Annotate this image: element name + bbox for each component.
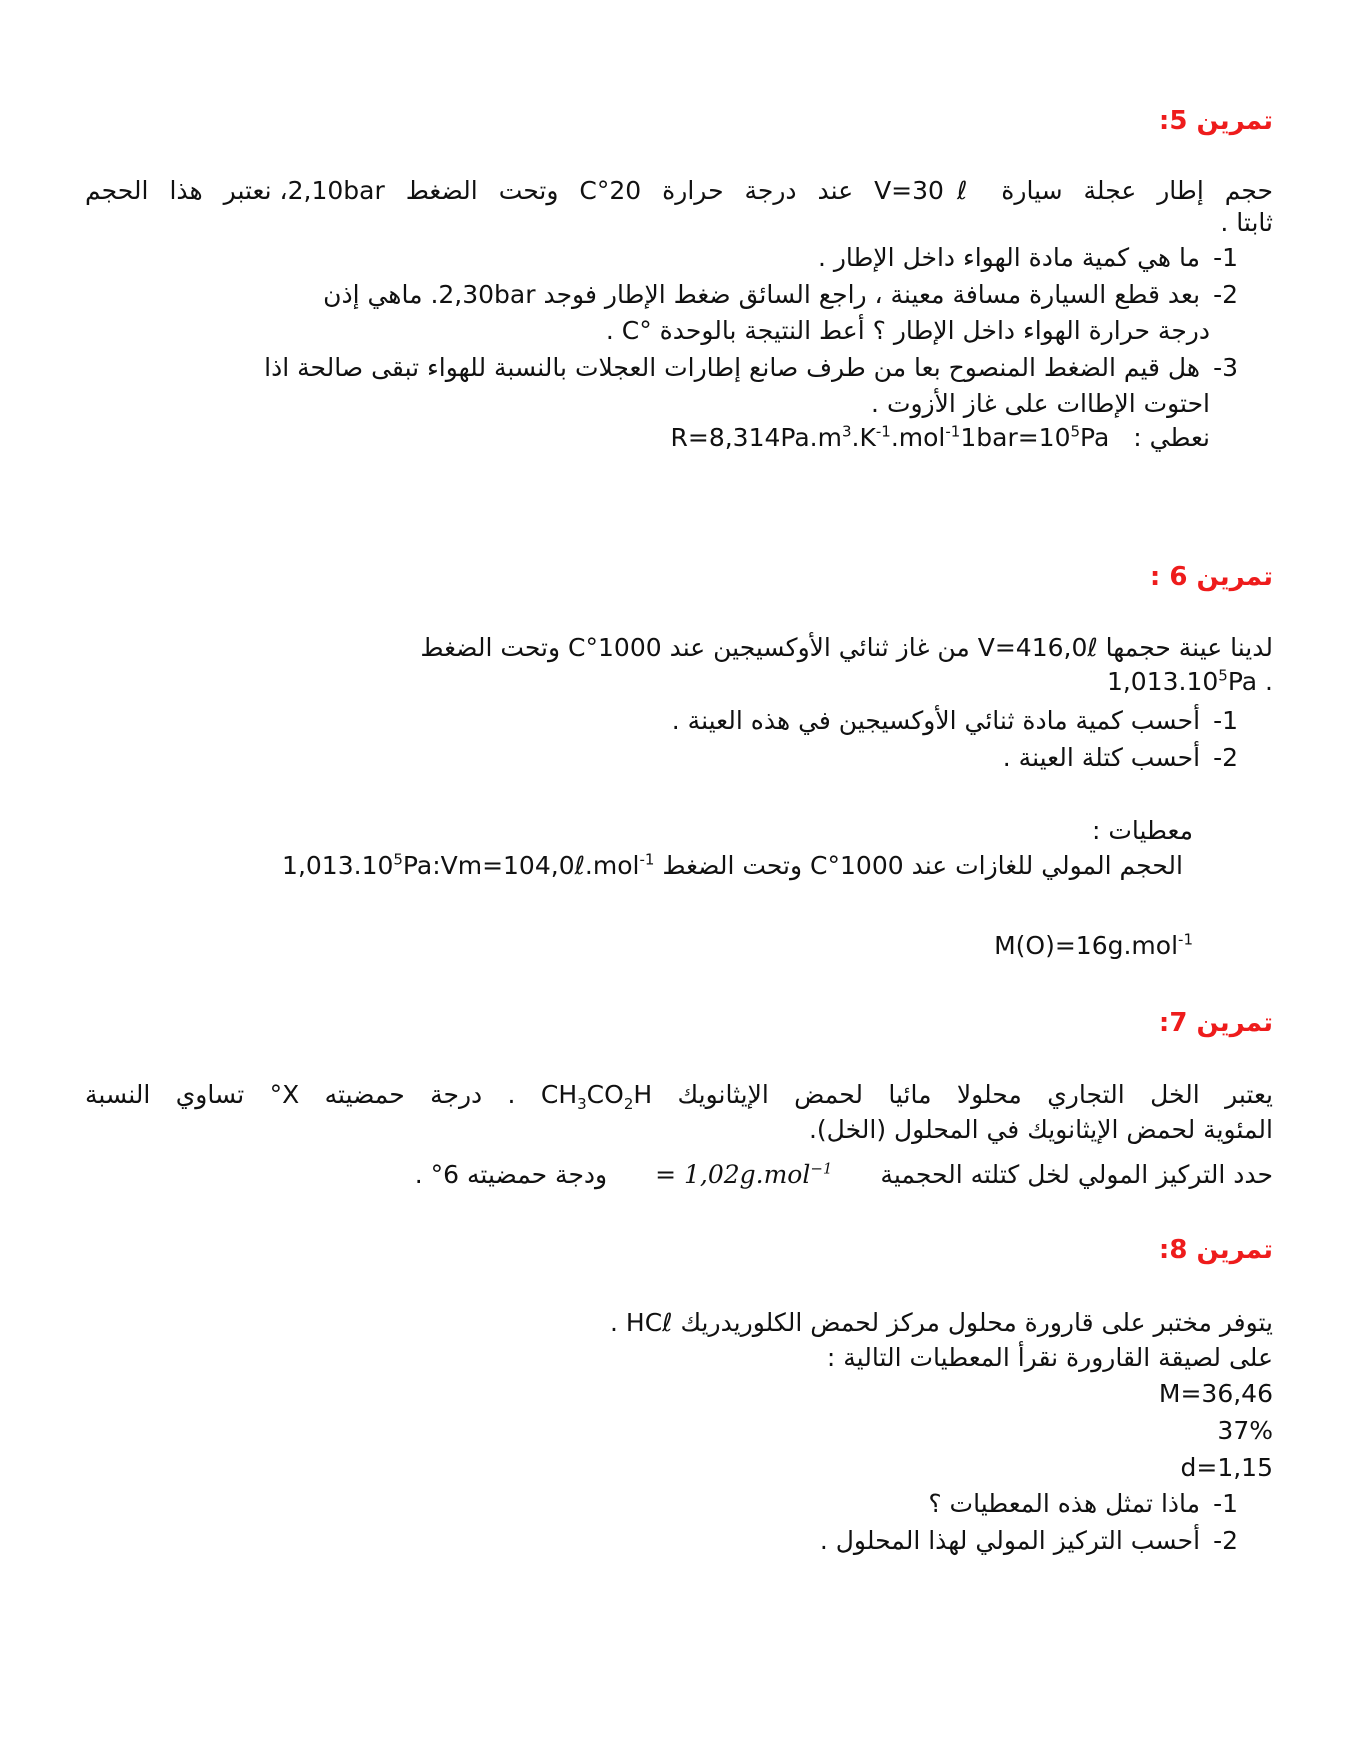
ex5-q3-number: 3-: [1213, 353, 1238, 382]
ex5-given-r: R=8,314Pa.m: [670, 423, 842, 452]
ex6-vm-pressure-exp: 5: [393, 850, 403, 869]
ex5-q2-text-a: بعد قطع السيارة مسافة معينة ، راجع السائق ضغط الإطار فوجد 2,30bar. ماهي إذن: [323, 280, 1201, 309]
ex7-line-3: [85, 1157, 1273, 1193]
ex5-given-r-exp3: -1: [945, 422, 961, 441]
ex7-density-formula: [655, 1160, 832, 1189]
ex6-q2-text: أحسب كتلة العينة .: [1002, 743, 1201, 772]
ex6-vm-text: الحجم المولي للغازات عند 1000°C وتحت الضغط: [662, 851, 1183, 880]
ex6-vm-exp: -1: [639, 850, 655, 869]
ex5-given-label: نعطي :: [1133, 423, 1210, 452]
ex7-line-3-b: ودجة حمضيته 6° .: [414, 1160, 608, 1189]
ex7-line-1: [85, 1077, 1273, 1113]
exercise-6-title: تمرين 6 :: [1149, 562, 1273, 592]
ex5-intro-line-1: حجم إطار عجلة سيارة V=30ℓ عند درجة حرارة 20°C وتحت الضغط 2,10bar، نعتبر هذا الحجم: [85, 176, 1273, 205]
ex6-mo-value: M(O)=16g.mol: [994, 931, 1179, 960]
ex5-given-r-mol: .mol: [890, 423, 946, 452]
ex5-given-bar-unit: Pa: [1080, 423, 1110, 452]
ex7-density-value: = 1,02g.mol: [655, 1160, 811, 1189]
ex6-molar-mass: [85, 928, 1193, 964]
ex6-question-1: [140, 703, 1238, 739]
exercise-8-title: تمرين 8:: [1158, 1235, 1273, 1265]
ex6-vm-values: [282, 851, 654, 880]
ex8-line-1: يتوفر مختبر على قارورة محلول مركز لحمض الكلوريدريك HCℓ .: [610, 1308, 1273, 1337]
ex6-question-2: [140, 740, 1238, 776]
ex8-label-molar-mass: M=36,46: [1158, 1379, 1273, 1408]
ex7-density-exp: −1: [810, 1159, 833, 1178]
ex5-given-r-exp2: -1: [875, 422, 891, 441]
ex5-given-bar-exp: 5: [1070, 422, 1081, 441]
ex6-mo-values: [994, 931, 1193, 960]
ex6-vm-value: Vm=104,0ℓ.mol: [440, 851, 640, 880]
ex5-q1-text: ما هي كمية مادة الهواء داخل الإطار .: [817, 243, 1201, 272]
ex6-molar-volume: [85, 848, 1183, 884]
exercise-5-title: تمرين 5:: [1158, 106, 1273, 136]
ex6-vm-pressure-unit: Pa:: [402, 851, 441, 880]
ex7-line-1-b: . درجة حمضيته X° تساوي النسبة: [85, 1080, 516, 1109]
ex5-given-values: [671, 423, 1110, 452]
ex6-pressure: [1107, 667, 1273, 696]
ex6-intro-line-2: [85, 664, 1273, 700]
ex5-q2-number: 2-: [1213, 280, 1238, 309]
ex5-question-2: [140, 277, 1238, 313]
ex5-question-1: [140, 240, 1238, 276]
ex8-q1-number: 1-: [1213, 1489, 1238, 1518]
ex5-given-r-exp1: 3: [841, 422, 852, 441]
ex6-pressure-value: 1,013.10: [1106, 667, 1219, 696]
ex6-given-label: معطيات :: [1091, 816, 1193, 845]
ex5-intro-line-2: ثابتا .: [1220, 208, 1273, 237]
ex5-q3-text-a: هل قيم الضغط المنصوح بعا من طرف صانع إطارات العجلات بالنسبة للهواء تبقى صالحة اذا: [264, 353, 1201, 382]
ex7-formula: $CH_3CO_2H$: [540, 1080, 653, 1113]
ex6-q1-number: 1-: [1213, 706, 1238, 735]
ex7-line-1-a: يعتبر الخل التجاري محلولا مائيا لحمض الإيثانويك: [677, 1080, 1273, 1109]
ex8-question-1: [140, 1486, 1238, 1522]
ex5-q3-text-b: احتوت الإطاات على غاز الأزوت .: [871, 389, 1210, 418]
ex5-question-3: [85, 350, 1238, 386]
ex5-q2-text-b: درجة حرارة الهواء داخل الإطار ؟ أعط النتيجة بالوحدة °C .: [605, 316, 1210, 345]
ex5-given: [140, 420, 1210, 456]
ex6-q2-number: 2-: [1213, 743, 1238, 772]
ex8-q2-text: أحسب التركيز المولي لهذا المحلول .: [819, 1526, 1201, 1555]
ex8-question-2: [140, 1523, 1238, 1559]
ex5-q1-number: 1-: [1213, 243, 1238, 272]
ex8-line-2: على لصيقة القارورة نقرأ المعطيات التالية :: [826, 1343, 1273, 1372]
ex6-intro-line-1: لدينا عينة حجمها V=416,0ℓ من غاز ثنائي الأوكسيجين عند 1000°C وتحت الضغط: [420, 633, 1273, 662]
ex6-pressure-exp: 5: [1218, 666, 1228, 685]
ex7-line-3-a: حدد التركيز المولي لخل كتلته الحجمية: [880, 1160, 1273, 1189]
ex8-label-density: d=1,15: [1180, 1453, 1273, 1482]
ex6-mo-exp: -1: [1178, 930, 1193, 949]
ex8-q2-number: 2-: [1213, 1526, 1238, 1555]
ex6-pressure-unit: Pa .: [1227, 667, 1273, 696]
exercise-7-title: تمرين 7:: [1158, 1008, 1273, 1038]
ex6-vm-pressure: 1,013.10: [282, 851, 394, 880]
ex7-line-2: المئوية لحمض الإيثانويك في المحلول (الخل).: [808, 1115, 1273, 1144]
ex8-q1-text: ماذا تمثل هذه المعطيات ؟: [928, 1489, 1201, 1518]
ex8-label-percentage: 37%: [1217, 1416, 1273, 1445]
ex5-given-r-k: .K: [851, 423, 876, 452]
ex6-q1-text: أحسب كمية مادة ثنائي الأوكسيجين في هذه العينة .: [671, 706, 1201, 735]
ex5-given-bar: 1bar=10: [960, 423, 1071, 452]
